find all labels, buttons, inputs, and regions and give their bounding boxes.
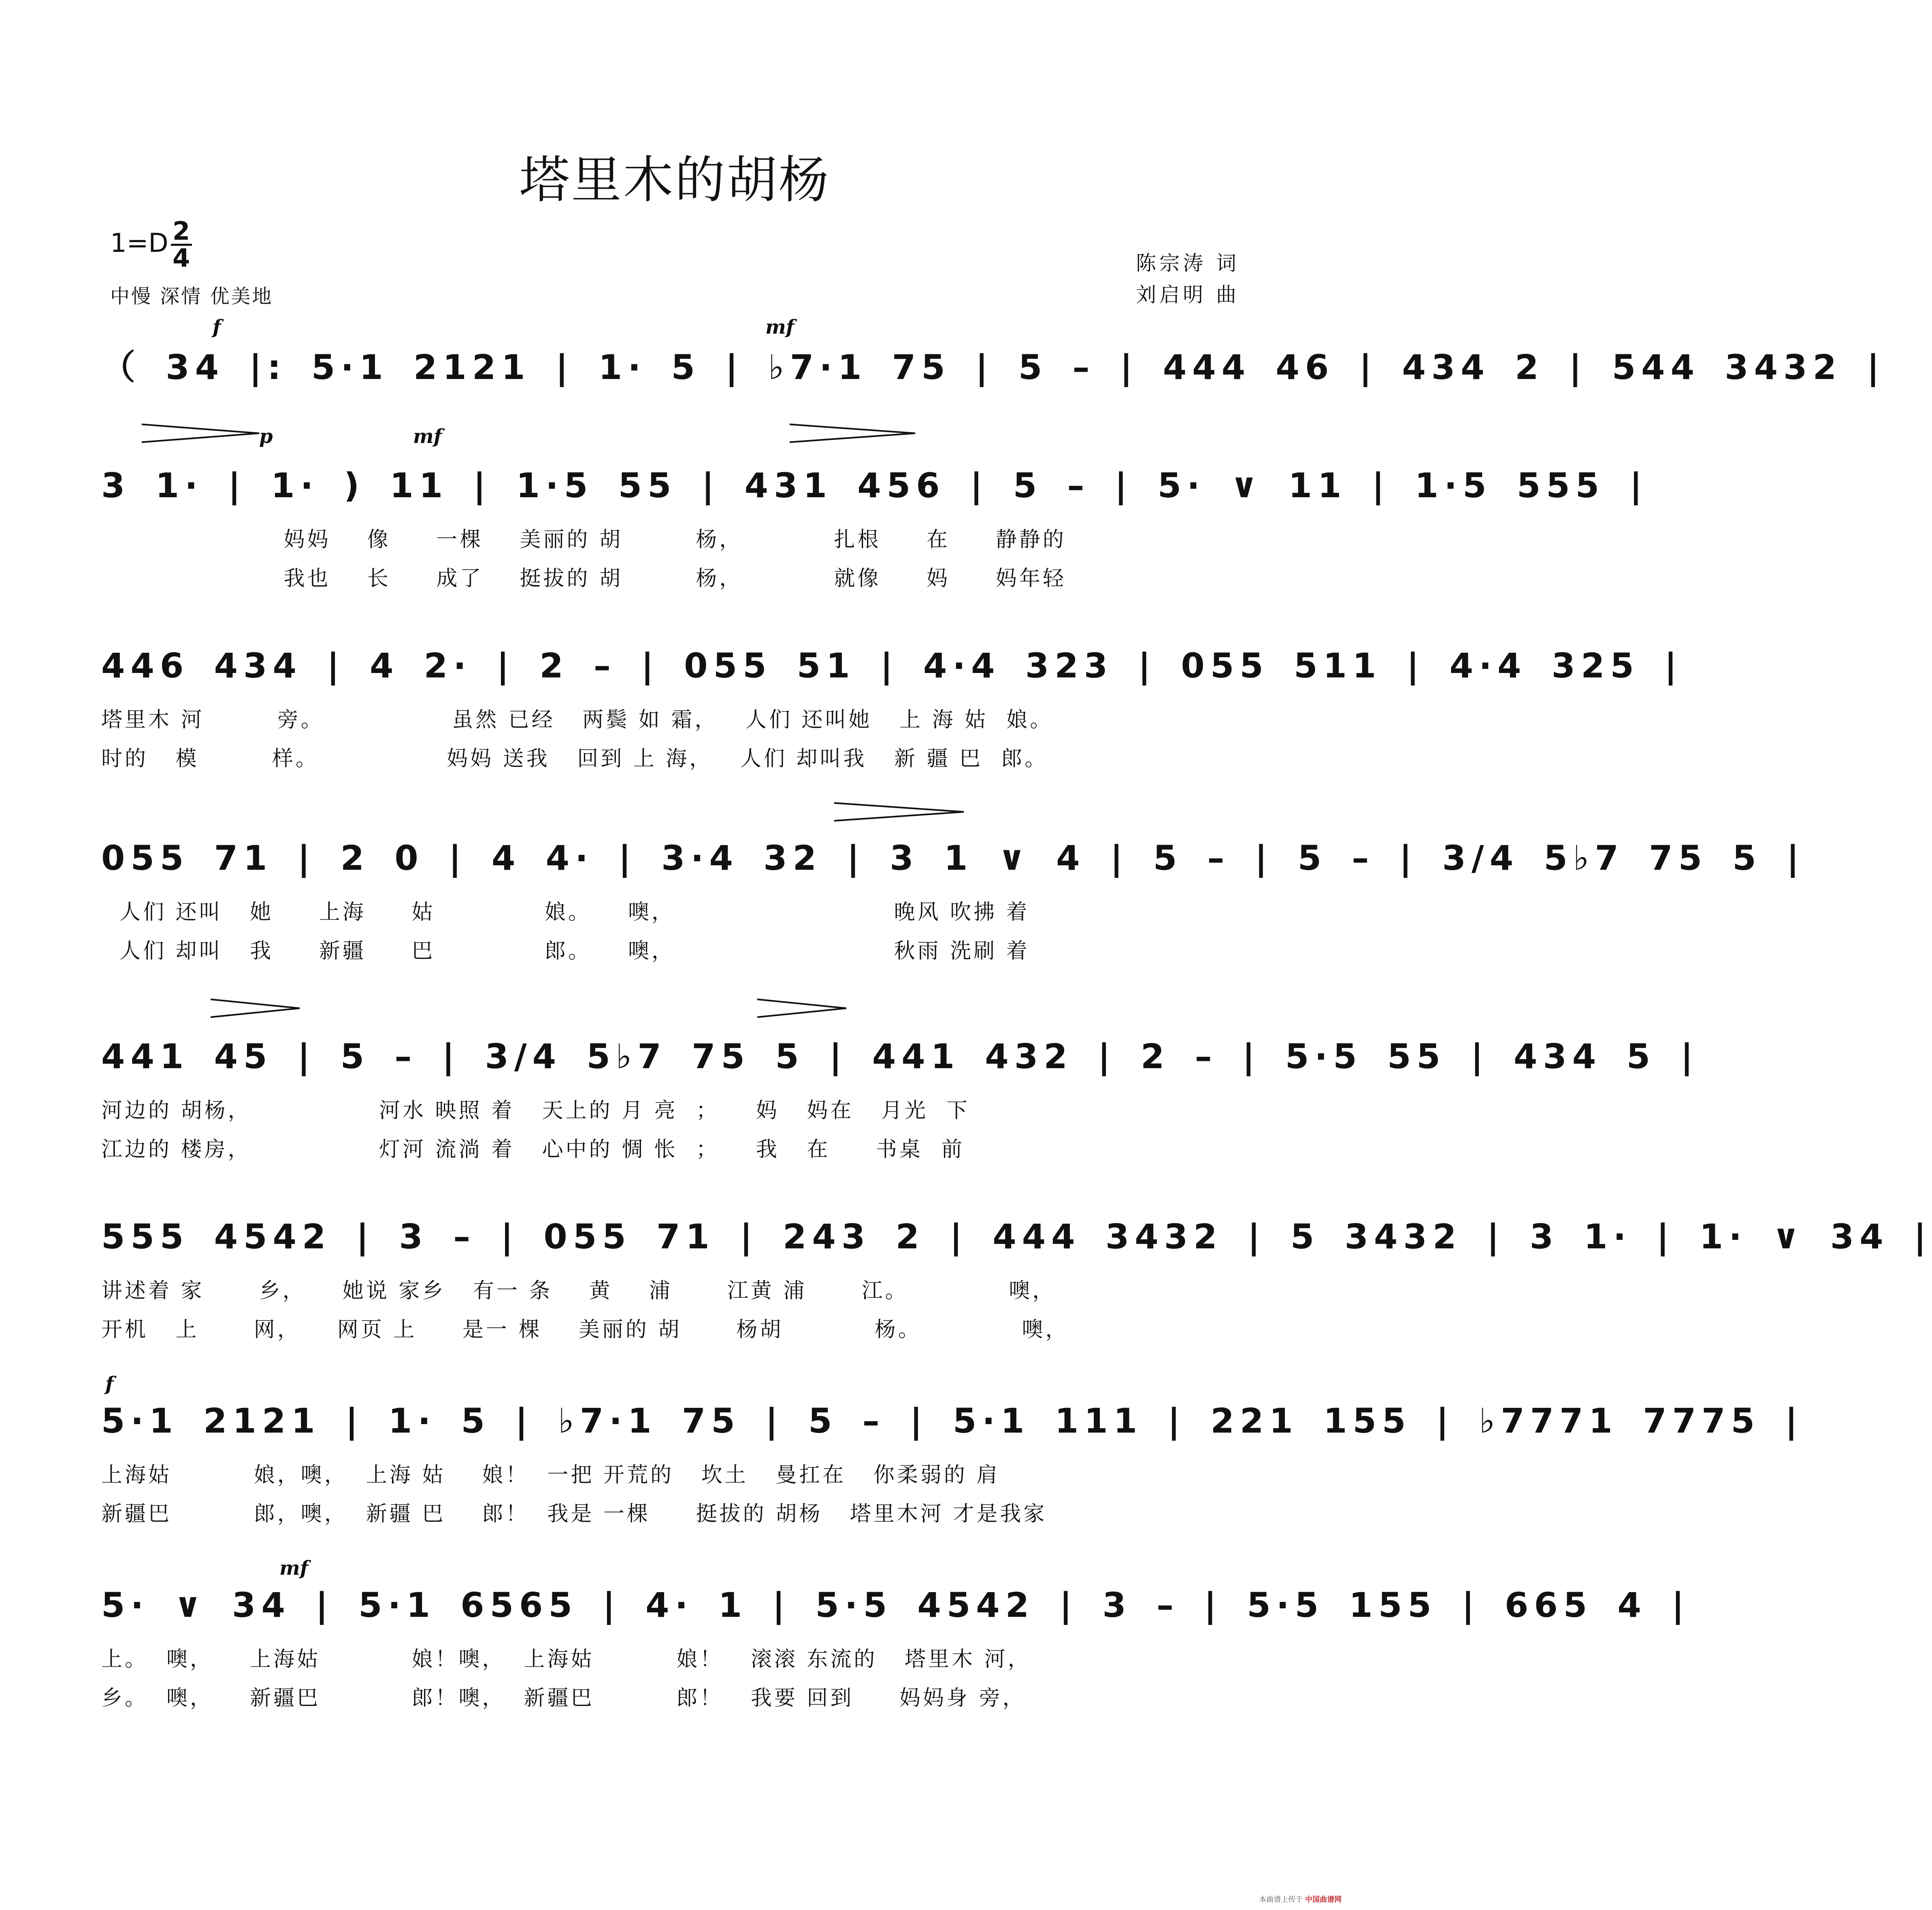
lyrics-verse-2: 时的 模 样。 妈妈 送我 回到 上 海， 人们 却叫我 新 疆 巴 郎。 bbox=[101, 747, 1048, 771]
decrescendo-hairpin bbox=[142, 421, 263, 445]
decrescendo-hairpin bbox=[211, 996, 304, 1020]
key-signature bbox=[110, 216, 192, 273]
tempo-marking: 中慢 深情 优美地 bbox=[110, 285, 273, 308]
time-signature bbox=[171, 216, 192, 273]
notation-line: 3 1· | 1· ) 11 | 1·5 55 | 431 456 | 5 – | 5· ∨ 11 | 1·5 555 | bbox=[101, 466, 1648, 505]
lyrics-verse-2: 新疆巴 郎，噢， 新疆 巴 郎！ 我是 一棵 挺拔的 胡杨 塔里木河 才是我家 bbox=[101, 1502, 1047, 1526]
decrescendo-hairpin bbox=[834, 800, 968, 824]
dynamic-marking: f bbox=[213, 316, 221, 339]
notation-line: 055 71 | 2 0 | 4 4· | 3·4 32 | 3 1 ∨ 4 | 5 – | 5 – | 3/4 5♭7 75 5 | bbox=[101, 838, 1805, 878]
watermark-text: 本曲谱上传于 bbox=[1259, 1895, 1303, 1904]
notation-line: 441 45 | 5 – | 3/4 5♭7 75 5 | 441 432 | 2 – | 5·5 55 | 434 5 | bbox=[101, 1037, 1699, 1076]
composer-credit: 刘启明 曲 bbox=[1136, 283, 1240, 307]
watermark-brand: 中国曲谱网 bbox=[1305, 1895, 1342, 1904]
key-text: 1=D bbox=[110, 228, 168, 259]
lyrics-verse-1: 河边的 胡杨， 河水 映照 着 天上的 月 亮 ； 妈 妈在 月光 下 bbox=[101, 1099, 970, 1123]
watermark bbox=[1259, 1894, 1342, 1904]
lyrics-verse-2: 人们 却叫 我 新疆 巴 郎。 噢， 秋雨 洗刷 着 bbox=[101, 939, 1030, 963]
song-title: 塔里木的胡杨 bbox=[519, 151, 831, 209]
decrescendo-hairpin bbox=[757, 996, 850, 1020]
dynamic-marking: mf bbox=[765, 316, 795, 339]
notation-line: 5· ∨ 34 | 5·1 6565 | 4· 1 | 5·5 4542 | 3 – | 5·5 155 | 665 4 | bbox=[101, 1585, 1690, 1625]
notation-line: 5·1 2121 | 1· 5 | ♭7·1 75 | 5 – | 5·1 111 | 221 155 | ♭7771 7775 | bbox=[101, 1401, 1803, 1441]
lyrics-verse-2: 江边的 楼房， 灯河 流淌 着 心中的 惆 怅 ； 我 在 书桌 前 bbox=[101, 1137, 965, 1162]
lyrics-verse-2: 开机 上 网， 网页 上 是一 棵 美丽的 胡 杨胡 杨。 噢， bbox=[101, 1318, 1069, 1342]
decrescendo-hairpin bbox=[790, 421, 919, 445]
notation-line: 555 4542 | 3 – | 055 71 | 243 2 | 444 3432 | 5 3432 | 3 1· | 1· ∨ 34 | bbox=[101, 1217, 1932, 1256]
lyrics-verse-1: 人们 还叫 她 上海 姑 娘。 噢， 晚风 吹拂 着 bbox=[101, 900, 1030, 924]
dynamic-marking: mf bbox=[413, 425, 442, 448]
lyrics-verse-1: 上。 噢， 上海姑 娘！噢， 上海姑 娘！ 滚滚 东流的 塔里木 河， bbox=[101, 1647, 1031, 1672]
time-top: 2 bbox=[173, 216, 190, 246]
lyrics-verse-2: 乡。 噢， 新疆巴 郎！噢， 新疆巴 郎！ 我要 回到 妈妈身 旁， bbox=[101, 1686, 1026, 1710]
time-bottom: 4 bbox=[173, 243, 190, 273]
notation-line: （ 34 |: 5·1 2121 | 1· 5 | ♭7·1 75 | 5 – | 444 46 | 434 2 | 544 3432 | bbox=[101, 347, 1885, 387]
dynamic-marking: p bbox=[259, 425, 273, 448]
lyrics-verse-1: 讲述着 家 乡， 她说 家乡 有一 条 黄 浦 江黄 浦 江。 噢， bbox=[101, 1279, 1056, 1303]
dynamic-marking: f bbox=[105, 1373, 114, 1395]
lyrics-verse-1: 塔里木 河 旁。 虽然 已经 两鬓 如 霜， 人们 还叫她 上 海 姑 娘。 bbox=[101, 708, 1054, 732]
dynamic-marking: mf bbox=[279, 1557, 309, 1580]
lyrics-verse-2: 我也 长 成了 挺拔的 胡 杨， 就像 妈 妈年轻 bbox=[101, 566, 1066, 591]
lyrics-verse-1: 上海姑 娘，噢， 上海 姑 娘！ 一把 开荒的 坎土 曼扛在 你柔弱的 肩 bbox=[101, 1463, 1000, 1487]
notation-line: 446 434 | 4 2· | 2 – | 055 51 | 4·4 323 | 055 511 | 4·4 325 | bbox=[101, 646, 1683, 686]
lyrics-verse-1: 妈妈 像 一棵 美丽的 胡 杨， 扎根 在 静静的 bbox=[101, 528, 1066, 552]
lyricist-credit: 陈宗涛 词 bbox=[1136, 251, 1240, 275]
